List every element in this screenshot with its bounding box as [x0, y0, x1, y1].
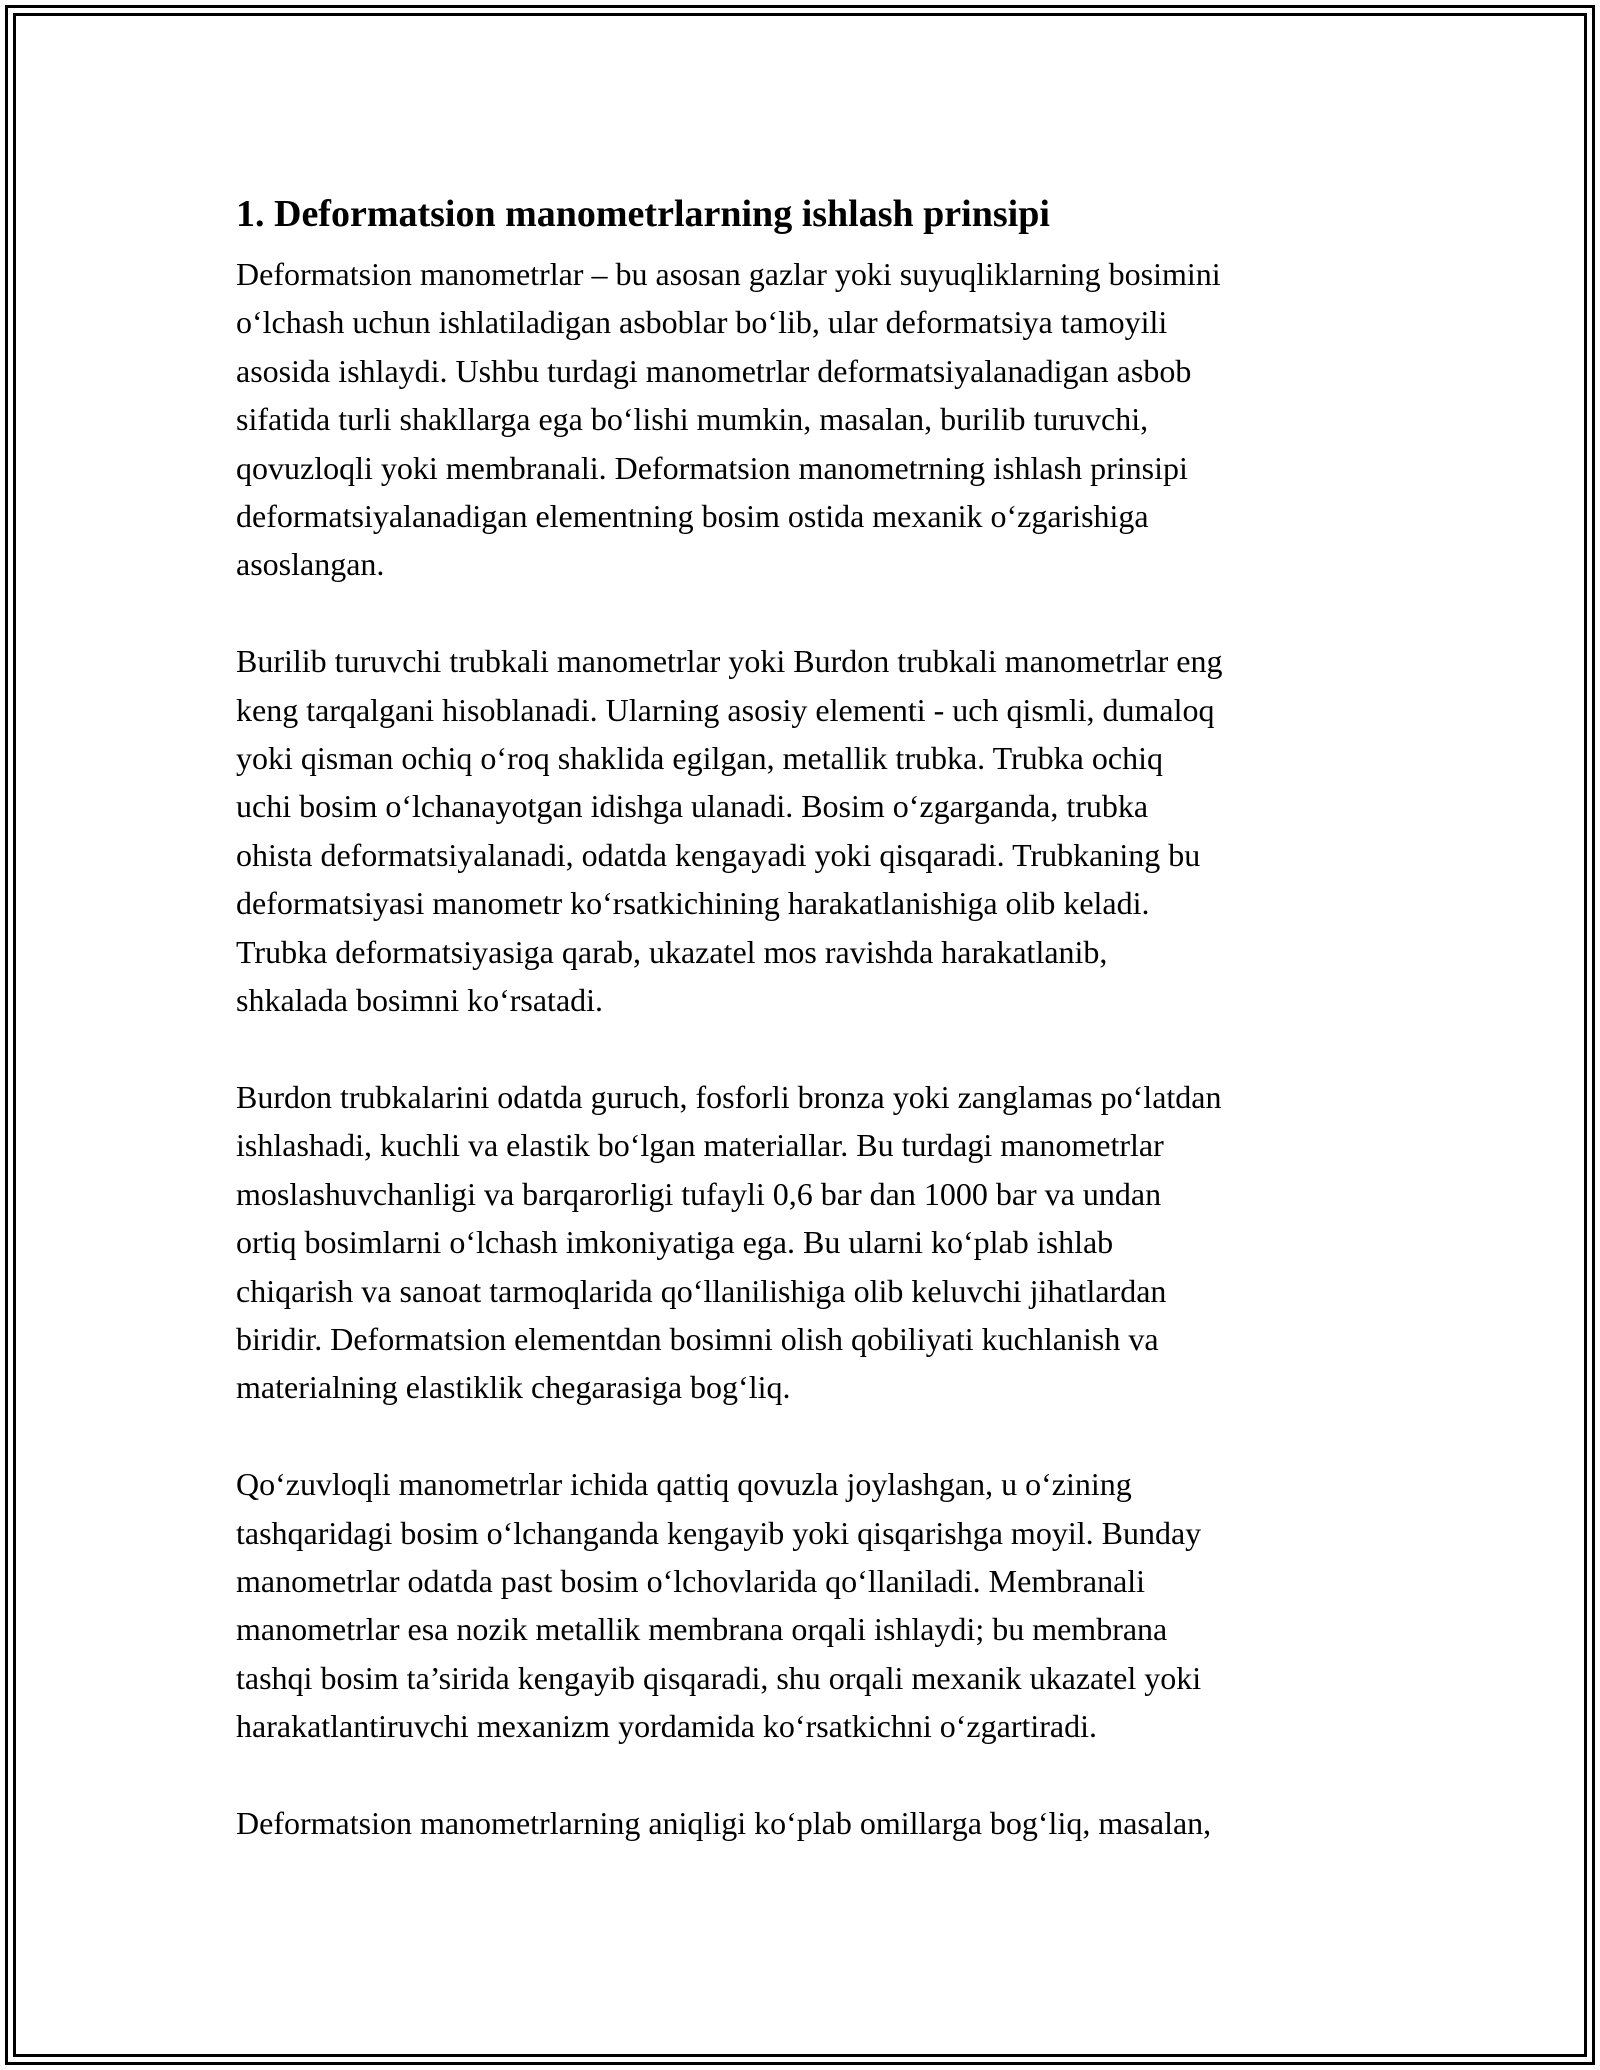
paragraph-5: [236, 1799, 1376, 1847]
text-line: yoki qisman ochiq o‘roq shaklida egilgan, metallik trubka. Trubka ochiq: [236, 740, 1163, 777]
text-line: uchi bosim o‘lchanayotgan idishga ulanadi. Bosim o‘zgarganda, trubka: [236, 788, 1149, 825]
text-line: Burdon trubkalarini odatda guruch, fosforli bronza yoki zanglamas po‘latdan: [236, 1078, 1222, 1115]
text-line: Qo‘zuvloqli manometrlar ichida qattiq qovuzla joylashgan, u o‘zining: [236, 1466, 1132, 1503]
text-line: ortiq bosimlarni o‘lchash imkoniyatiga ega. Bu ularni ko‘plab ishlab: [236, 1224, 1114, 1261]
text-line: manometrlar odatda past bosim o‘lchovlarida qo‘llaniladi. Membranali: [236, 1562, 1146, 1599]
text-line: tashqaridagi bosim o‘lchanganda kengayib yoki qisqarishga moyil. Bunday: [236, 1514, 1202, 1551]
text-line: moslashuvchanligi va barqarorligi tufayli 0,6 bar dan 1000 bar va undan: [236, 1175, 1162, 1212]
text-line: tashqi bosim ta’sirida kengayib qisqaradi, shu orqali mexanik ukazatel yoki: [236, 1659, 1202, 1696]
text-line: sifatida turli shakllarga ega bo‘lishi mumkin, masalan, burilib turuvchi,: [236, 401, 1149, 438]
document-page: [236, 184, 1376, 1896]
text-line: keng tarqalgani hisoblanadi. Ularning asosiy elementi - uch qismli, dumaloq: [236, 691, 1215, 728]
text-line: biridir. Deformatsion elementdan bosimni olish qobiliyati kuchlanish va: [236, 1320, 1159, 1357]
text-line: chiqarish va sanoat tarmoqlarida qo‘llanilishiga olib keluvchi jihatlardan: [236, 1272, 1167, 1309]
text-line: shkalada bosimni ko‘rsatadi.: [236, 982, 604, 1019]
text-line: Deformatsion manometrlar – bu asosan gazlar yoki suyuqliklarning bosimini: [236, 256, 1221, 292]
text-line: Trubka deformatsiyasiga qarab, ukazatel mos ravishda harakatlanib,: [236, 933, 1108, 970]
text-line: manometrlar esa nozik metallik membrana orqali ishlaydi; bu membrana: [236, 1611, 1168, 1648]
text-line: ishlashadi, kuchli va elastik bo‘lgan materiallar. Bu turdagi manometrlar: [236, 1127, 1164, 1164]
text-line: materialning elastiklik chegarasiga bog‘liq.: [236, 1369, 791, 1406]
text-line: deformatsiyalanadigan elementning bosim ostida mexanik o‘zgarishiga: [236, 498, 1149, 535]
text-line: harakatlantiruvchi mexanizm yordamida ko‘rsatkichni o‘zgartiradi.: [236, 1708, 1097, 1745]
text-line: asosida ishlaydi. Ushbu turdagi manometrlar deformatsiyalanadigan asbob: [236, 352, 1192, 389]
text-line: Burilib turuvchi trubkali manometrlar yoki Burdon trubkali manometrlar eng: [236, 643, 1223, 680]
text-line: ohista deformatsiyalanadi, odatda kengayadi yoki qisqaradi. Trubkaning bu: [236, 836, 1201, 873]
section-heading: 1. Deformatsion manometrlarning ishlash prinsipi: [236, 193, 1050, 235]
paragraph-4: [236, 1460, 1376, 1750]
text-line: asoslangan.: [236, 546, 385, 583]
text-line: o‘lchash uchun ishlatiladigan asboblar bo‘lib, ular deformatsiya tamoyili: [236, 304, 1168, 341]
paragraph-3: [236, 1073, 1376, 1412]
paragraph-2: [236, 637, 1376, 1024]
text-line: deformatsiyasi manometr ko‘rsatkichining harakatlanishiga olib keladi.: [236, 885, 1150, 922]
text-line: Deformatsion manometrlarning aniqligi ko‘plab omillarga bog‘liq, masalan,: [236, 1804, 1212, 1841]
paragraph-1: [236, 250, 1376, 589]
text-line: qovuzloqli yoki membranali. Deformatsion manometrning ishlash prinsipi: [236, 449, 1188, 486]
